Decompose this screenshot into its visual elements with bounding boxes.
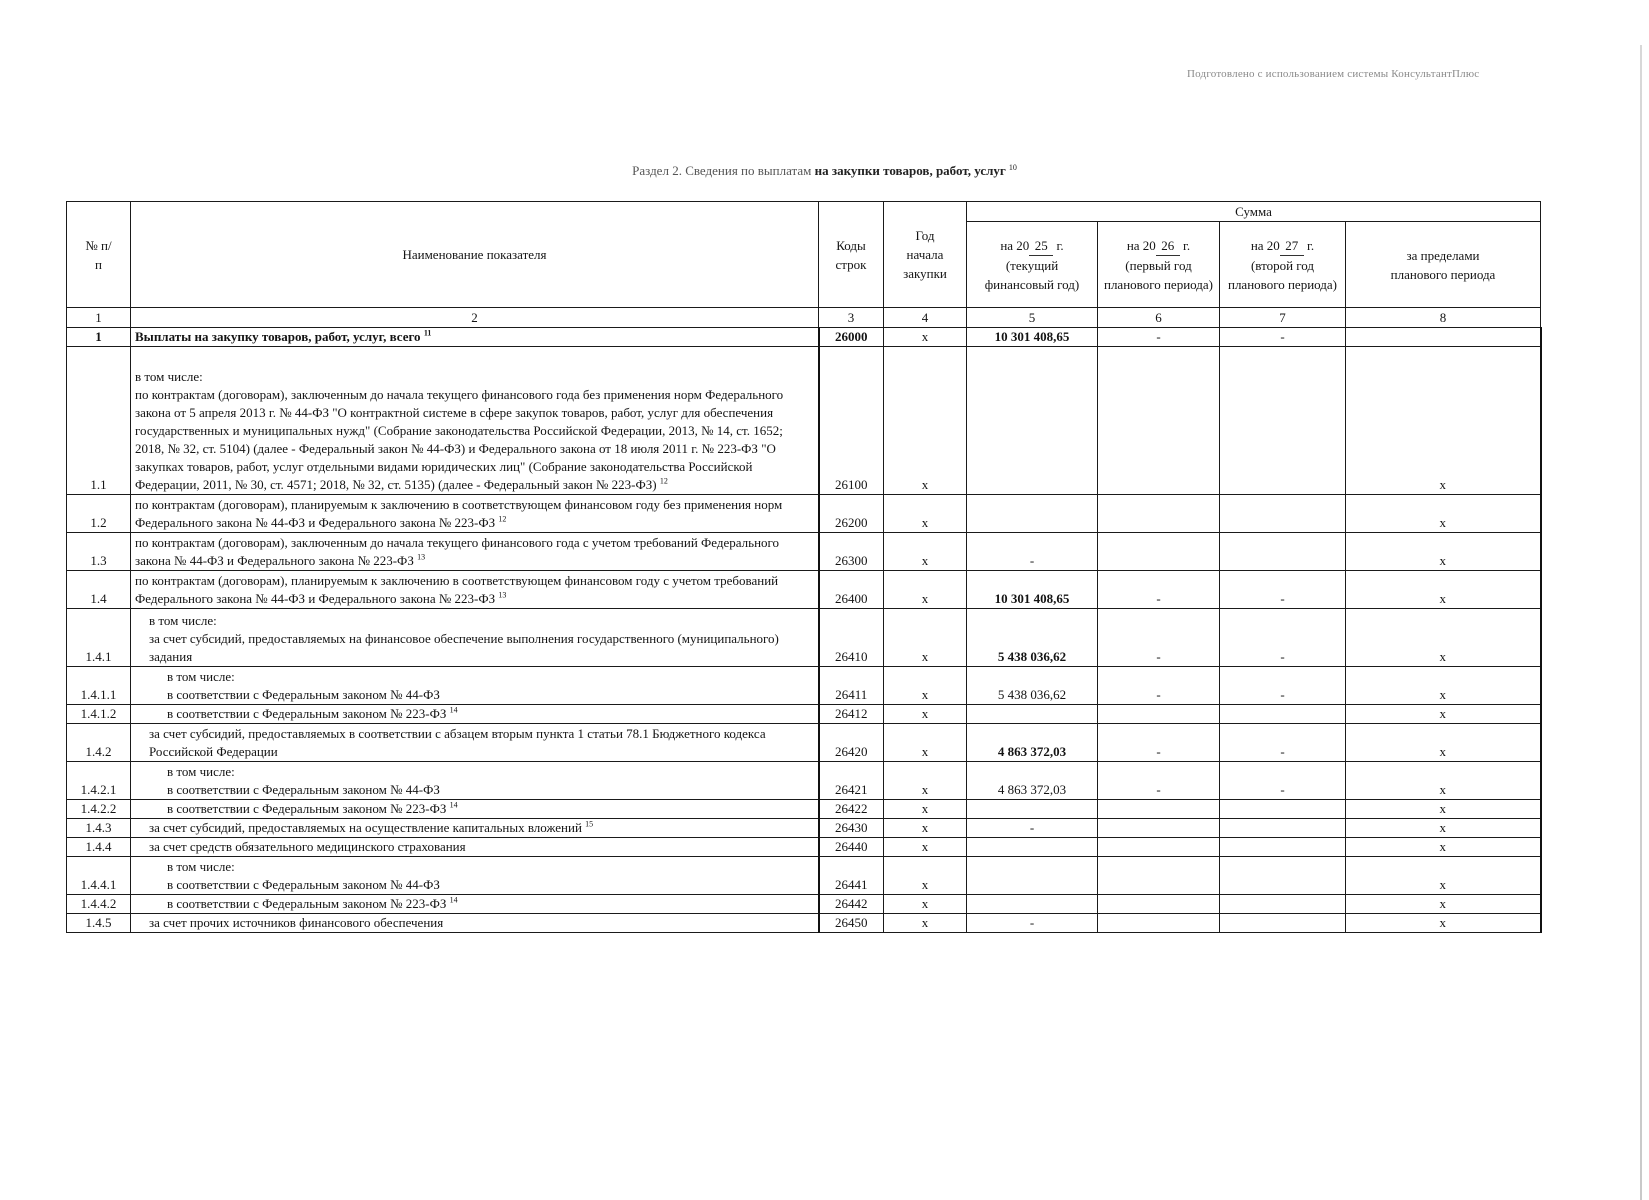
row-value-year-3: [1220, 800, 1346, 819]
row-value-year-1: 4 863 372,03: [967, 762, 1098, 800]
header-row-1: [67, 202, 1541, 222]
row-name: в соответствии с Федеральным законом № 223-ФЗ $^{14}$: [131, 895, 819, 914]
col-number: 8: [1346, 308, 1541, 328]
row-number: 1.4.1.2: [67, 705, 131, 724]
row-value-year-2: -: [1098, 609, 1220, 667]
row-name: в том числе: за счет субсидий, предоставляемых на финансовое обеспечение выполнения государственного (муниципального) задания: [131, 609, 819, 667]
row-code: 26300: [819, 533, 884, 571]
row-value-year-1: [967, 838, 1098, 857]
row-year-start: x: [884, 667, 967, 705]
row-value-year-3: -: [1220, 609, 1346, 667]
row-year-start: x: [884, 705, 967, 724]
row-code: 26400: [819, 571, 884, 609]
row-value-year-3: [1220, 347, 1346, 495]
row-number: 1.4.4.1: [67, 857, 131, 895]
row-value-year-2: -: [1098, 667, 1220, 705]
footnote-ref: 15: [585, 819, 594, 829]
row-value-year-2: [1098, 857, 1220, 895]
row-year-start: x: [884, 724, 967, 762]
row-code: 26420: [819, 724, 884, 762]
col-header-year-2: на 20 26 г. (первый год планового периода): [1098, 222, 1220, 308]
col-number: 7: [1220, 308, 1346, 328]
row-value-year-3: -: [1220, 571, 1346, 609]
row-year-start: x: [884, 609, 967, 667]
row-number: 1.2: [67, 495, 131, 533]
row-value-beyond: x: [1346, 914, 1541, 933]
row-name: в том числе: в соответствии с Федеральным законом № 44-ФЗ: [131, 667, 819, 705]
row-value-year-1: 5 438 036,62: [967, 609, 1098, 667]
row-value-year-1: -: [967, 533, 1098, 571]
row-value-year-1: -: [967, 819, 1098, 838]
row-value-year-2: -: [1098, 328, 1220, 347]
col-header-year-start: Год начала закупки: [884, 202, 967, 308]
row-name: в соответствии с Федеральным законом № 223-ФЗ $^{14}$: [131, 800, 819, 819]
row-value-year-3: [1220, 705, 1346, 724]
row-value-year-1: [967, 705, 1098, 724]
row-code: 26441: [819, 857, 884, 895]
col-header-codes: Коды строк: [819, 202, 884, 308]
row-code: 26100: [819, 347, 884, 495]
row-name: по контрактам (договорам), заключенным до начала текущего финансового года с учетом требований Федерального закона № 44-ФЗ и Федерального закона № 223-ФЗ $^{13}$: [131, 533, 819, 571]
section-title-footnote: 10: [1008, 162, 1017, 172]
col-header-year-3: на 20 27 г. (второй год планового периода): [1220, 222, 1346, 308]
row-code: 26422: [819, 800, 884, 819]
row-number: 1.4.4: [67, 838, 131, 857]
col-number: 1: [67, 308, 131, 328]
row-value-year-3: -: [1220, 762, 1346, 800]
row-value-year-1: 10 301 408,65: [967, 328, 1098, 347]
row-value-beyond: x: [1346, 800, 1541, 819]
row-value-year-1: [967, 347, 1098, 495]
section-title-bold: на закупки товаров, работ, услуг: [814, 163, 1006, 178]
row-number: 1.4.2.1: [67, 762, 131, 800]
row-number: 1.4.4.2: [67, 895, 131, 914]
row-code: 26440: [819, 838, 884, 857]
row-year-start: x: [884, 914, 967, 933]
row-value-beyond: x: [1346, 819, 1541, 838]
row-year-start: x: [884, 819, 967, 838]
row-value-year-3: [1220, 895, 1346, 914]
row-year-start: x: [884, 347, 967, 495]
row-value-year-2: [1098, 800, 1220, 819]
row-value-beyond: x: [1346, 838, 1541, 857]
row-value-year-2: [1098, 819, 1220, 838]
section-title: [0, 163, 1649, 179]
row-value-beyond: x: [1346, 705, 1541, 724]
row-value-year-3: [1220, 914, 1346, 933]
header-note: Подготовлено с использованием системы КонсультантПлюс: [1187, 68, 1480, 80]
row-value-year-3: [1220, 838, 1346, 857]
row-value-year-3: [1220, 495, 1346, 533]
table-row: [67, 838, 1541, 857]
row-value-year-2: [1098, 838, 1220, 857]
row-value-beyond: x: [1346, 495, 1541, 533]
row-number: 1.1: [67, 347, 131, 495]
row-code: 26442: [819, 895, 884, 914]
row-year-start: x: [884, 895, 967, 914]
footnote-ref: 13: [498, 590, 507, 600]
row-code: 26000: [819, 328, 884, 347]
table-row: [67, 495, 1541, 533]
row-value-beyond: x: [1346, 667, 1541, 705]
row-value-beyond: [1346, 328, 1541, 347]
row-value-beyond: x: [1346, 762, 1541, 800]
row-name: в соответствии с Федеральным законом № 223-ФЗ $^{14}$: [131, 705, 819, 724]
row-code: 26430: [819, 819, 884, 838]
row-value-beyond: x: [1346, 857, 1541, 895]
col-number: 2: [131, 308, 819, 328]
footnote-ref: 14: [449, 705, 458, 715]
row-value-year-1: 10 301 408,65: [967, 571, 1098, 609]
col-header-beyond: за пределами планового периода: [1346, 222, 1541, 308]
row-year-start: x: [884, 495, 967, 533]
col-number: 4: [884, 308, 967, 328]
table-row: [67, 533, 1541, 571]
row-year-start: x: [884, 533, 967, 571]
row-value-beyond: x: [1346, 571, 1541, 609]
footnote-ref: 14: [449, 895, 458, 905]
row-year-start: x: [884, 838, 967, 857]
table-row: [67, 667, 1541, 705]
row-number: 1.4.2.2: [67, 800, 131, 819]
table-row: [67, 571, 1541, 609]
row-value-year-2: [1098, 495, 1220, 533]
row-value-beyond: x: [1346, 895, 1541, 914]
table-row: [67, 914, 1541, 933]
row-number: 1: [67, 328, 131, 347]
col-header-name: Наименование показателя: [131, 202, 819, 308]
row-value-year-2: -: [1098, 571, 1220, 609]
table-body: [67, 328, 1541, 933]
row-value-year-1: -: [967, 914, 1098, 933]
row-value-year-2: [1098, 895, 1220, 914]
col-number: 3: [819, 308, 884, 328]
row-code: 26411: [819, 667, 884, 705]
row-value-year-3: [1220, 857, 1346, 895]
col-header-num: № п/п: [67, 202, 131, 308]
row-code: 26450: [819, 914, 884, 933]
row-value-year-2: -: [1098, 724, 1220, 762]
footnote-ref: 12: [659, 476, 668, 486]
table-row: [67, 705, 1541, 724]
row-name: в том числе: в соответствии с Федеральным законом № 44-ФЗ: [131, 762, 819, 800]
table-row: [67, 857, 1541, 895]
row-code: 26421: [819, 762, 884, 800]
footnote-ref: 13: [417, 552, 426, 562]
row-value-year-1: [967, 895, 1098, 914]
column-numbers-row: [67, 308, 1541, 328]
table-row: [67, 800, 1541, 819]
footnote-ref: 11: [423, 328, 432, 338]
row-name: по контрактам (договорам), планируемым к заключению в соответствующем финансовом году с учетом требований Федерального закона № 44-ФЗ и Федерального закона № 223-ФЗ $^{13}$: [131, 571, 819, 609]
row-code: 26200: [819, 495, 884, 533]
row-value-beyond: x: [1346, 724, 1541, 762]
section-title-plain: Раздел 2. Сведения по выплатам: [632, 163, 812, 178]
row-value-year-3: [1220, 533, 1346, 571]
row-year-start: x: [884, 800, 967, 819]
row-name: за счет средств обязательного медицинского страхования: [131, 838, 819, 857]
row-value-year-1: 5 438 036,62: [967, 667, 1098, 705]
col-number: 5: [967, 308, 1098, 328]
row-value-year-2: [1098, 533, 1220, 571]
table-row: [67, 347, 1541, 495]
row-value-year-2: [1098, 914, 1220, 933]
table-row: [67, 895, 1541, 914]
row-value-year-1: [967, 800, 1098, 819]
row-value-beyond: x: [1346, 609, 1541, 667]
row-name: за счет субсидий, предоставляемых в соответствии с абзацем вторым пункта 1 статьи 78.1 Бюджетного кодекса Российской Федерации: [131, 724, 819, 762]
scan-edge: [1640, 45, 1642, 1200]
table-row: [67, 762, 1541, 800]
row-value-beyond: x: [1346, 347, 1541, 495]
row-year-start: x: [884, 571, 967, 609]
row-number: 1.4.2: [67, 724, 131, 762]
row-value-year-1: [967, 857, 1098, 895]
row-name: за счет прочих источников финансового обеспечения: [131, 914, 819, 933]
row-value-year-3: -: [1220, 328, 1346, 347]
row-value-year-3: -: [1220, 724, 1346, 762]
row-number: 1.3: [67, 533, 131, 571]
row-value-year-2: [1098, 705, 1220, 724]
row-number: 1.4: [67, 571, 131, 609]
row-name: Выплаты на закупку товаров, работ, услуг, всего $^{11}$: [131, 328, 819, 347]
row-value-year-1: 4 863 372,03: [967, 724, 1098, 762]
col-number: 6: [1098, 308, 1220, 328]
table-row: [67, 609, 1541, 667]
footnote-ref: 12: [498, 514, 507, 524]
row-year-start: x: [884, 328, 967, 347]
row-number: 1.4.3: [67, 819, 131, 838]
row-number: 1.4.5: [67, 914, 131, 933]
row-name: в том числе: по контрактам (договорам), заключенным до начала текущего финансового года без применения норм Федерального закона от 5 апреля 2013 г. № 44-ФЗ "О контрактной системе в сфере закупок товаров, работ, услуг для обеспечения государственных и муниципальных нужд" (Собрание законодательства Российской Федерации, 2013, № 14, ст. 1652; 2018, № 32, ст. 5104) (далее - Федеральный закон № 44-ФЗ) и Федерального закона от 18 июля 2011 г. № 223-ФЗ "О закупках товаров, работ, услуг отдельными видами юридических лиц" (Собрание законодательства Российской Федерации, 2011, № 30, ст. 4571; 2018, № 32, ст. 5135) (далее - Федеральный закон № 223-ФЗ) $^{12}$: [131, 347, 819, 495]
row-name: за счет субсидий, предоставляемых на осуществление капитальных вложений $^{15}$: [131, 819, 819, 838]
row-number: 1.4.1.1: [67, 667, 131, 705]
row-value-year-2: [1098, 347, 1220, 495]
row-name: по контрактам (договорам), планируемым к заключению в соответствующем финансовом году без применения норм Федерального закона № 44-ФЗ и Федерального закона № 223-ФЗ $^{12}$: [131, 495, 819, 533]
col-header-sum: Сумма: [967, 202, 1541, 222]
col-header-year-1: на 20 25 г. (текущий финансовый год): [967, 222, 1098, 308]
row-value-beyond: x: [1346, 533, 1541, 571]
table-row: [67, 819, 1541, 838]
row-value-year-1: [967, 495, 1098, 533]
row-code: 26412: [819, 705, 884, 724]
row-value-year-3: -: [1220, 667, 1346, 705]
row-year-start: x: [884, 857, 967, 895]
payments-table: [66, 201, 1542, 933]
footnote-ref: 14: [449, 800, 458, 810]
row-number: 1.4.1: [67, 609, 131, 667]
row-year-start: x: [884, 762, 967, 800]
row-value-year-2: -: [1098, 762, 1220, 800]
table-row: [67, 724, 1541, 762]
row-name: в том числе: в соответствии с Федеральным законом № 44-ФЗ: [131, 857, 819, 895]
table-row: [67, 328, 1541, 347]
row-value-year-3: [1220, 819, 1346, 838]
row-code: 26410: [819, 609, 884, 667]
